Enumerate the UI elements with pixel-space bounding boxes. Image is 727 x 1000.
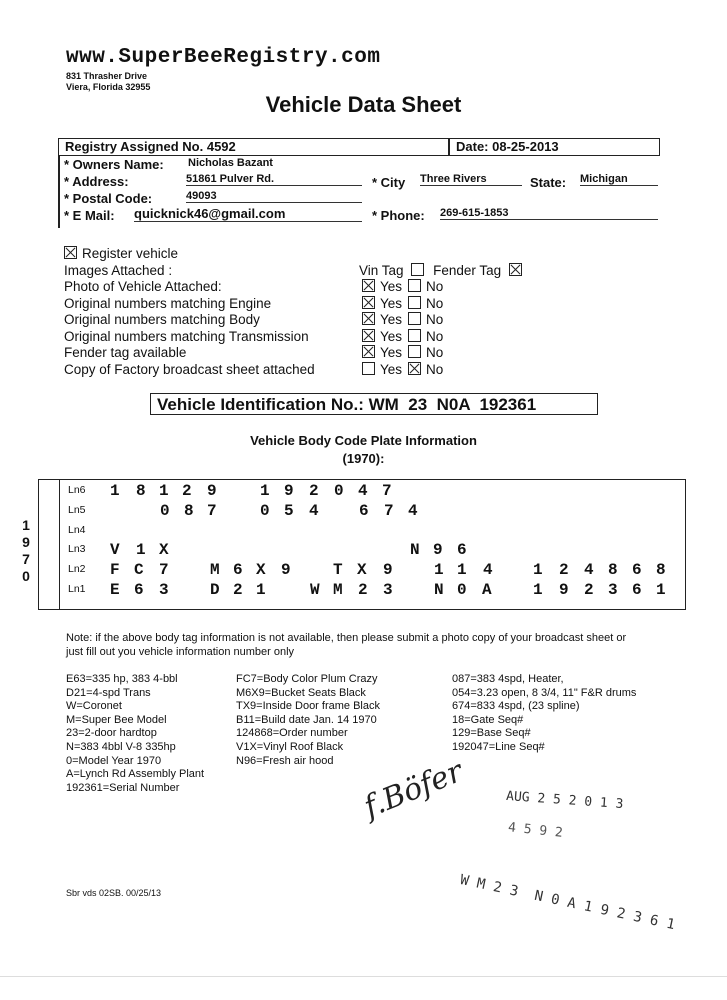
plate-code-char: 8	[656, 561, 666, 580]
plate-code-char: 6	[632, 561, 642, 580]
form-version-footer: Sbr vds 02SB. 00/25/13	[66, 888, 162, 898]
plate-code-char: F	[110, 561, 120, 580]
code-legend-entry: FC7=Body Color Plum Crazy	[236, 673, 378, 685]
code-legend-entry: M=Super Bee Model	[66, 713, 167, 726]
plate-year-digits	[16, 517, 36, 585]
plate-code-char: 8	[608, 561, 618, 580]
plate-code-char: 2	[584, 581, 594, 599]
plate-line-label: Ln6	[68, 484, 86, 496]
owners-name-label: * Owners Name:	[64, 157, 164, 172]
plate-code-char: 9	[207, 482, 217, 500]
no-checkbox[interactable]	[408, 329, 421, 342]
code-legend-entry: 124868=Order number	[236, 727, 348, 740]
plate-code-char: 2	[233, 581, 243, 599]
yes-checkbox[interactable]	[362, 312, 375, 325]
code-legend-entry: 054=3.23 open, 8 3/4, 11" F&R drums	[452, 686, 637, 699]
no-label: No	[426, 279, 444, 294]
plate-code-char: C	[134, 561, 144, 580]
code-legend-entry: 192047=Line Seq#	[452, 740, 545, 753]
checklist-item-options	[362, 279, 443, 294]
plate-code-char: 2	[182, 482, 192, 500]
code-legend-entry: 129=Base Seq#	[452, 727, 531, 740]
no-checkbox[interactable]	[408, 296, 421, 309]
code-legend-entry: 0=Model Year 1970	[66, 754, 162, 767]
plate-code-char: 4	[408, 501, 418, 520]
plate-code-char: 9	[281, 561, 291, 580]
plate-code-char: 9	[383, 561, 393, 580]
checklist-item-label: Original numbers matching Body	[64, 312, 260, 328]
code-legend-entry: D21=4-spd Trans	[66, 686, 151, 699]
vin-tag-checkbox[interactable]	[411, 263, 424, 276]
email-label: * E Mail:	[64, 208, 115, 223]
plate-code-char: 6	[359, 501, 369, 520]
code-legend-entry: 18=Gate Seq#	[452, 713, 524, 726]
checklist-item-options	[362, 296, 443, 311]
plate-code-char: 1	[434, 561, 444, 580]
plate-code-char: M	[333, 581, 343, 599]
plate-code-char: 6	[233, 561, 243, 580]
plate-code-char: 9	[284, 482, 294, 500]
code-legend-entry: TX9=Inside Door frame Black	[236, 700, 380, 713]
plate-code-char: 1	[260, 482, 270, 500]
images-attached-label: Images Attached :	[64, 263, 173, 278]
owners-name-value: Nicholas Bazant	[188, 157, 273, 169]
no-label: No	[426, 345, 444, 361]
code-legend-entry: A=Lynch Rd Assembly Plant	[66, 768, 205, 781]
city-value: Three Rivers	[420, 173, 522, 186]
vin-value: WM 23 N0A 192361	[368, 395, 537, 414]
vin-tag-label: Vin Tag	[359, 263, 404, 278]
plate-code-char: 7	[382, 482, 392, 500]
plate-code-char: 4	[483, 561, 493, 580]
registry-divider	[448, 138, 450, 156]
plate-code-char: E	[110, 581, 120, 599]
vin-stamp: W M 2 3 N 0 A 1 9 2 3 6 1	[458, 872, 677, 934]
code-legend-entry: N=383 4bbl V-8 335hp	[66, 740, 176, 753]
plate-code-char: X	[159, 541, 169, 560]
code-legend-entry: B11=Build date Jan. 14 1970	[236, 713, 377, 726]
yes-label: Yes	[380, 279, 403, 294]
plate-year-column	[38, 479, 60, 610]
register-vehicle-row	[64, 246, 178, 261]
registry-date-field	[456, 139, 559, 154]
code-legend-entry: 192361=Serial Number	[66, 781, 180, 794]
fender-tag-label: Fender Tag	[433, 263, 502, 278]
email-value: quicknick46@gmail.com	[134, 206, 362, 222]
plate-code-char: 0	[260, 501, 270, 520]
code-legend-entry: V1X=Vinyl Roof Black	[236, 740, 344, 753]
yes-checkbox[interactable]	[362, 362, 375, 375]
no-label: No	[426, 312, 444, 328]
checklist-item-label: Fender tag available	[64, 345, 187, 361]
no-label: No	[426, 328, 444, 344]
plate-code-char: 1	[656, 581, 666, 599]
yes-label: Yes	[380, 362, 403, 377]
code-legend-entry: E63=335 hp, 383 4-bbl	[66, 673, 178, 685]
code-legend-entry: M6X9=Bucket Seats Black	[236, 686, 366, 699]
plate-code-char: M	[210, 561, 220, 580]
plate-code-char: 1	[256, 581, 266, 599]
no-checkbox[interactable]	[408, 345, 421, 358]
body-tag-note: Note: if the above body tag information is not available, then please submit a photo copy of your broadcast sheet or just fill out you vehicle information number only	[66, 632, 627, 658]
plate-code-char: 1	[457, 561, 467, 580]
no-label: No	[426, 295, 444, 311]
owner-block-left-border	[58, 156, 60, 228]
plate-code-char: 7	[207, 501, 217, 520]
fender-tag-checkbox[interactable]	[509, 263, 522, 276]
document-title: Vehicle Data Sheet	[265, 92, 462, 117]
plate-code-char: X	[256, 561, 266, 580]
plate-code-char: N	[410, 541, 420, 560]
plate-line-label: Ln1	[68, 583, 86, 595]
plate-code-char: 7	[384, 501, 394, 520]
plate-code-char: 2	[559, 561, 569, 580]
address-line-2: Viera, Florida 32955	[66, 82, 151, 92]
plate-code-char: 3	[608, 581, 618, 599]
body-code-year: (1970):	[342, 451, 385, 466]
address-line-1: 831 Thrasher Drive	[66, 71, 148, 81]
yes-label: Yes	[380, 312, 403, 328]
plate-line-label: Ln2	[68, 563, 86, 576]
city-label: * City	[372, 175, 406, 190]
code-legend-entry: 23=2-door hardtop	[66, 727, 157, 740]
plate-code-char: A	[482, 581, 492, 599]
no-checkbox[interactable]	[408, 279, 421, 292]
plate-code-char: 4	[584, 561, 594, 580]
yes-label: Yes	[380, 345, 403, 361]
plate-code-char: 2	[309, 482, 319, 500]
checklist-item-options	[362, 362, 443, 377]
no-checkbox[interactable]	[408, 312, 421, 325]
received-date-stamp: AUG 2 5 2 0 1 3	[505, 788, 624, 813]
plate-code-char: 2	[358, 581, 368, 599]
plate-code-char: 6	[632, 581, 642, 599]
plate-code-char: 1	[110, 482, 120, 500]
code-legend-column-2	[236, 673, 380, 768]
plate-line-label: Ln4	[68, 523, 86, 536]
plate-code-char: 4	[309, 501, 319, 520]
registry-number-label: Registry Assigned No.	[65, 139, 204, 154]
plate-year-digit: 9	[22, 534, 30, 550]
register-vehicle-checkbox[interactable]	[64, 246, 77, 259]
yes-checkbox[interactable]	[362, 296, 375, 309]
plate-code-char: 3	[383, 581, 393, 599]
plate-code-char: 1	[159, 482, 169, 500]
code-legend-entry: 674=833 4spd, (23 spline)	[452, 700, 580, 713]
plate-code-char: 1	[533, 561, 543, 580]
plate-code-char: 1	[533, 581, 543, 599]
plate-year-digit: 1	[22, 517, 30, 533]
checklist-item-options	[362, 312, 443, 327]
plate-code-char: T	[333, 561, 343, 580]
checklist-item-label: Original numbers matching Engine	[64, 295, 272, 311]
plate-code-char: 7	[159, 561, 169, 580]
plate-code-char: 0	[160, 501, 170, 520]
yes-checkbox[interactable]	[362, 345, 375, 358]
plate-code-char: 8	[136, 482, 146, 500]
address-value: 51861 Pulver Rd.	[186, 173, 362, 186]
code-legend-column-1	[66, 673, 204, 795]
postal-code-label: * Postal Code:	[64, 191, 153, 206]
plate-code-char: N	[434, 581, 444, 599]
phone-label: * Phone:	[372, 208, 425, 223]
registry-website: www.SuperBeeRegistry.com	[66, 46, 381, 69]
register-vehicle-label: Register vehicle	[82, 246, 179, 261]
code-legend-entry: 087=383 4spd, Heater,	[452, 673, 564, 685]
checklist-item-label: Original numbers matching Transmission	[64, 328, 309, 344]
yes-label: Yes	[380, 295, 403, 311]
plate-code-char: 5	[284, 501, 294, 520]
registry-number-field	[65, 139, 236, 154]
checklist-item-label: Copy of Factory broadcast sheet attached	[64, 362, 315, 377]
plate-code-char: 9	[559, 581, 569, 599]
code-legend-column-3	[452, 673, 636, 755]
plate-code-char: 9	[433, 541, 443, 560]
registry-number-stamp: 4 5 9 2	[507, 820, 564, 841]
registry-date-value: 08-25-2013	[492, 139, 559, 154]
plate-year-digit: 0	[22, 568, 30, 584]
address-label: * Address:	[64, 174, 129, 189]
postal-code-value: 49093	[186, 190, 362, 203]
vin-label: Vehicle Identification No.:	[157, 395, 364, 414]
plate-year-digit: 7	[22, 551, 30, 567]
plate-code-char: 6	[134, 581, 144, 599]
plate-code-char: V	[110, 541, 120, 560]
plate-code-char: 1	[136, 541, 146, 560]
yes-label: Yes	[380, 328, 403, 344]
registry-number-value: 4592	[206, 139, 236, 154]
code-legend-entry: N96=Fresh air hood	[236, 754, 334, 767]
plate-code-char: 3	[159, 581, 169, 599]
plate-code-char: 8	[184, 501, 194, 520]
page-edge	[0, 976, 727, 977]
plate-code-char: 0	[457, 581, 467, 599]
yes-checkbox[interactable]	[362, 279, 375, 292]
code-legend-entry: W=Coronet	[66, 700, 122, 713]
checklist-item-label: Photo of Vehicle Attached:	[64, 279, 222, 294]
plate-code-char: 6	[457, 541, 467, 560]
plate-code-char: 0	[334, 482, 344, 500]
plate-line-label: Ln3	[68, 543, 86, 556]
plate-code-char: 4	[358, 482, 368, 500]
vin-box	[150, 393, 598, 415]
phone-value: 269-615-1853	[440, 207, 658, 220]
yes-checkbox[interactable]	[362, 329, 375, 342]
registry-date-label: Date:	[456, 139, 489, 154]
plate-code-char: W	[310, 581, 320, 599]
no-label: No	[426, 362, 444, 377]
images-attached-options	[359, 263, 527, 278]
checklist-item-options	[362, 345, 443, 360]
no-checkbox[interactable]	[408, 362, 421, 375]
state-value: Michigan	[580, 173, 658, 186]
handwritten-signature: f.Böfer	[359, 754, 468, 825]
body-code-title: Vehicle Body Code Plate Information	[250, 433, 477, 448]
plate-line-label: Ln5	[68, 503, 86, 516]
state-label: State:	[530, 175, 567, 190]
plate-code-char: D	[210, 581, 220, 599]
plate-code-char: X	[357, 561, 367, 580]
checklist-item-options	[362, 329, 443, 344]
